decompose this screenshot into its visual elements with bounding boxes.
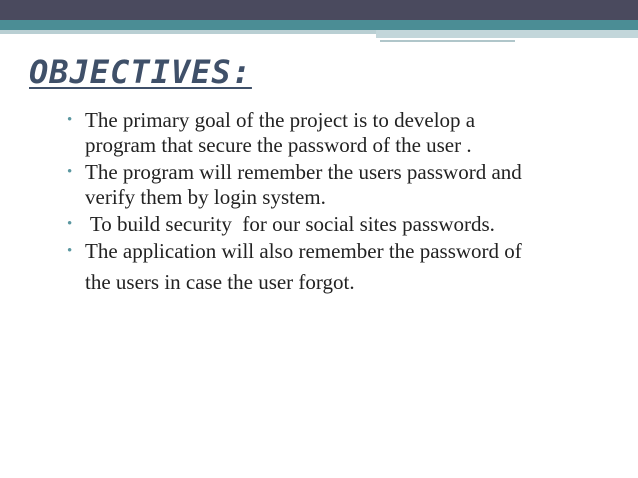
bullet-1-line-1: The primary goal of the project is to develop a [85, 108, 476, 132]
slide-title: OBJECTIVES: [29, 53, 252, 91]
bullet-item-1 [67, 108, 607, 158]
header-band-light-right [376, 30, 638, 38]
bullet-item-4 [67, 239, 607, 295]
bullet-dot-icon: • [67, 216, 73, 232]
bullet-list [67, 108, 607, 297]
header-band-light [0, 30, 376, 34]
bullet-2-line-1: The program will remember the users password and [85, 160, 522, 184]
bullet-item-3 [67, 212, 607, 237]
header-band-dark [0, 0, 638, 20]
bullet-3-line-1: To build security for our social sites passwords. [85, 212, 495, 236]
bullet-4-line-2: the users in case the user forgot. [85, 270, 355, 294]
bullet-dot-icon: • [67, 112, 73, 128]
header-accent-line [380, 40, 515, 42]
bullet-dot-icon: • [67, 164, 73, 180]
bullet-1-line-2: program that secure the password of the user . [85, 133, 472, 157]
bullet-item-2 [67, 160, 607, 210]
bullet-4-line-1: The application will also remember the password of [85, 239, 522, 263]
header-band-teal [0, 20, 638, 30]
bullet-2-line-2: verify them by login system. [85, 185, 326, 209]
bullet-dot-icon: • [67, 243, 73, 259]
